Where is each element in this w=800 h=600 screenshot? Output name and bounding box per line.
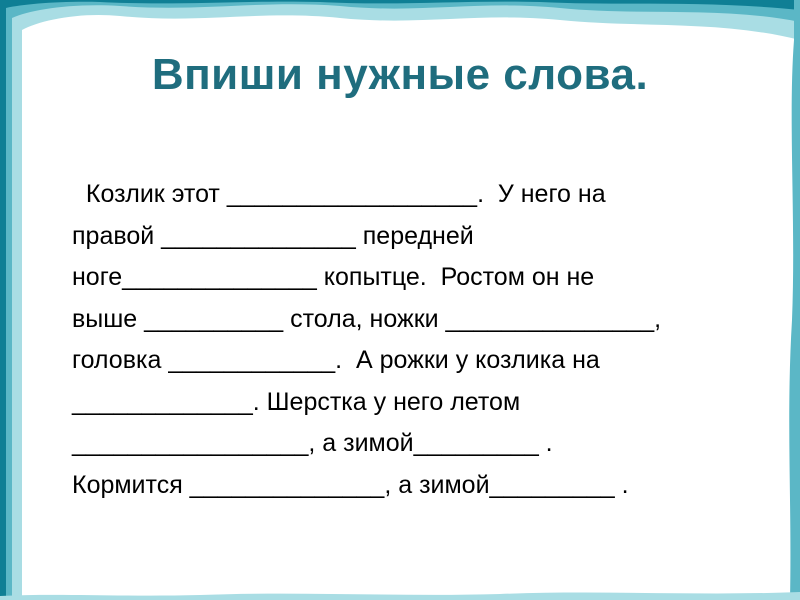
text-line: _____________. Шерстка у него летом [72, 387, 521, 416]
text-line: _________________, а зимой_________ . [72, 429, 553, 457]
slide-title: Впиши нужные слова. [151, 50, 649, 99]
text-line: Кормится ______________, а зимой_________ . [72, 470, 629, 499]
text-line: головка ____________. А рожки у козлика на [72, 346, 600, 374]
border-bottom-band [0, 592, 800, 600]
text-line: ноге______________ копытце. Ростом он не [72, 263, 595, 291]
text-line: Козлик этот __________________. У него на [72, 180, 606, 208]
text-line: правой ______________ передней [72, 221, 474, 250]
text-line: выше __________ стола, ножки _______________, [72, 304, 662, 333]
fill-in-text [72, 174, 772, 506]
